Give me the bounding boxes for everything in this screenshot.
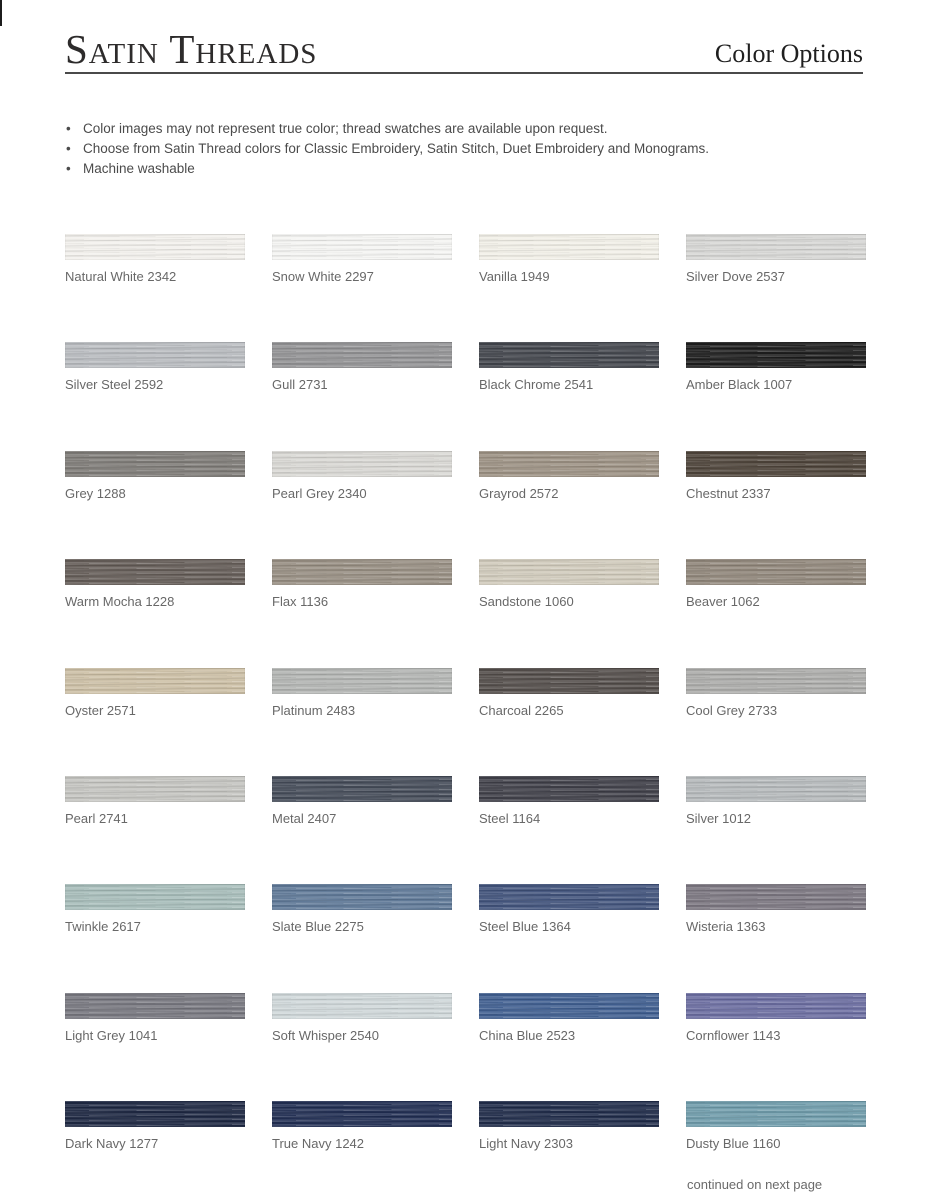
- thread-swatch: [65, 668, 245, 694]
- thread-swatch: [686, 234, 866, 260]
- swatch-cell: [272, 1101, 479, 1200]
- thread-swatch: [272, 234, 452, 260]
- swatch-label: Dusty Blue 1160: [686, 1136, 781, 1152]
- continued-note: continued on next page: [687, 1177, 823, 1192]
- swatch-cell: [65, 1101, 272, 1200]
- swatch-cell: [272, 776, 479, 884]
- swatch-cell: [272, 342, 479, 450]
- swatch-label: Grey 1288: [65, 485, 126, 501]
- thread-swatch: [479, 993, 659, 1019]
- bullet-item: • Choose from Satin Thread colors for Classic Embroidery, Satin Stitch, Duet Embroidery and Monograms.: [66, 139, 709, 159]
- swatch-label: Black Chrome 2541: [479, 377, 594, 393]
- swatch-cell: [686, 559, 893, 667]
- bullet-list: [66, 119, 709, 179]
- swatch-label: Steel 1164: [479, 810, 541, 826]
- swatch-label: China Blue 2523: [479, 1027, 576, 1043]
- section-subtitle: Color Options: [714, 39, 863, 68]
- swatch-label: Grayrod 2572: [479, 485, 559, 501]
- swatch-cell: [686, 451, 893, 559]
- thread-swatch: [65, 451, 245, 477]
- swatch-label: Metal 2407: [272, 810, 337, 826]
- swatch-label: Beaver 1062: [686, 594, 760, 610]
- thread-swatch: [272, 776, 452, 802]
- thread-swatch: [479, 668, 659, 694]
- thread-swatch: [65, 776, 245, 802]
- swatch-label: Cool Grey 2733: [686, 702, 778, 718]
- thread-swatch: [479, 1101, 659, 1127]
- swatch-cell: [272, 884, 479, 992]
- swatch-label: Cornflower 1143: [686, 1027, 781, 1043]
- swatch-label: Sandstone 1060: [479, 594, 574, 610]
- page-edge-mark: [0, 0, 2, 26]
- swatch-label: Natural White 2342: [65, 269, 177, 284]
- swatch-label: Dark Navy 1277: [65, 1136, 159, 1152]
- swatch-label: Silver 1012: [686, 810, 752, 826]
- swatch-cell: [686, 342, 893, 450]
- thread-swatch: [65, 342, 245, 368]
- thread-swatch: [272, 1101, 452, 1127]
- swatch-label: Charcoal 2265: [479, 702, 564, 718]
- swatch-cell: [479, 1101, 686, 1200]
- swatch-label: Vanilla 1949: [479, 269, 550, 284]
- swatch-cell: [479, 776, 686, 884]
- swatch-cell: [479, 342, 686, 450]
- swatch-label: Steel Blue 1364: [479, 919, 571, 935]
- thread-swatch: [479, 234, 659, 260]
- thread-swatch: [686, 668, 866, 694]
- thread-swatch: [272, 342, 452, 368]
- thread-swatch: [65, 1101, 245, 1127]
- swatch-cell: [65, 993, 272, 1101]
- thread-swatch: [479, 776, 659, 802]
- swatch-label: Oyster 2571: [65, 702, 136, 718]
- swatch-cell: [65, 451, 272, 559]
- thread-swatch: [65, 234, 245, 260]
- bullet-item: • Machine washable: [66, 159, 709, 179]
- bullet-item: • Color images may not represent true color; thread swatches are available upon request.: [66, 119, 709, 139]
- swatch-label: Flax 1136: [272, 594, 329, 610]
- thread-swatch: [65, 559, 245, 585]
- swatch-cell: [479, 559, 686, 667]
- swatch-label: Silver Dove 2537: [686, 269, 785, 284]
- swatch-cell: [479, 993, 686, 1101]
- page-title: Satin Threads: [65, 26, 318, 73]
- swatch-cell: [272, 234, 479, 342]
- swatch-cell: [272, 993, 479, 1101]
- swatch-label: Wisteria 1363: [686, 919, 766, 935]
- swatch-cell: [272, 451, 479, 559]
- swatch-cell: [272, 668, 479, 776]
- swatch-label: True Navy 1242: [272, 1136, 365, 1152]
- swatch-label: Light Navy 2303: [479, 1136, 573, 1152]
- thread-swatch: [479, 559, 659, 585]
- thread-swatch: [686, 884, 866, 910]
- swatch-cell: [65, 342, 272, 450]
- swatch-cell: [479, 234, 686, 342]
- swatch-cell: [686, 993, 893, 1101]
- swatch-label: Pearl Grey 2340: [272, 485, 367, 501]
- thread-swatch: [686, 559, 866, 585]
- swatch-cell: [479, 668, 686, 776]
- thread-swatch: [479, 342, 659, 368]
- swatch-label: Pearl 2741: [65, 810, 128, 826]
- swatch-cell: [686, 884, 893, 992]
- swatch-cell: [686, 234, 893, 342]
- swatch-label: Warm Mocha 1228: [65, 594, 175, 610]
- swatch-cell: [65, 668, 272, 776]
- swatch-label: Chestnut 2337: [686, 485, 771, 501]
- thread-swatch: [272, 559, 452, 585]
- thread-swatch: [479, 451, 659, 477]
- swatch-cell: [479, 451, 686, 559]
- swatch-label: Light Grey 1041: [65, 1027, 158, 1043]
- thread-swatch: [272, 884, 452, 910]
- thread-swatch: [686, 342, 866, 368]
- thread-swatch: [686, 776, 866, 802]
- swatch-label: Platinum 2483: [272, 702, 356, 718]
- thread-swatch: [272, 993, 452, 1019]
- page-header: [65, 0, 863, 74]
- swatch-cell: [686, 776, 893, 884]
- swatch-cell: [65, 884, 272, 992]
- thread-swatch: [272, 668, 452, 694]
- thread-swatch: [272, 451, 452, 477]
- swatch-cell: [686, 668, 893, 776]
- swatch-label: Gull 2731: [272, 377, 328, 393]
- thread-swatch: [686, 451, 866, 477]
- thread-swatch: [65, 884, 245, 910]
- thread-swatch: [65, 993, 245, 1019]
- thread-swatch: [479, 884, 659, 910]
- swatch-label: Twinkle 2617: [65, 919, 141, 935]
- swatch-cell: [65, 234, 272, 342]
- swatch-grid: [65, 234, 893, 1200]
- swatch-cell: [65, 559, 272, 667]
- thread-swatch: [686, 993, 866, 1019]
- swatch-label: Amber Black 1007: [686, 377, 793, 393]
- swatch-label: Slate Blue 2275: [272, 919, 364, 935]
- swatch-cell: [272, 559, 479, 667]
- swatch-cell: [65, 776, 272, 884]
- swatch-label: Soft Whisper 2540: [272, 1027, 379, 1043]
- swatch-label: Silver Steel 2592: [65, 377, 164, 393]
- swatch-label: Snow White 2297: [272, 269, 374, 284]
- thread-swatch: [686, 1101, 866, 1127]
- swatch-cell: [479, 884, 686, 992]
